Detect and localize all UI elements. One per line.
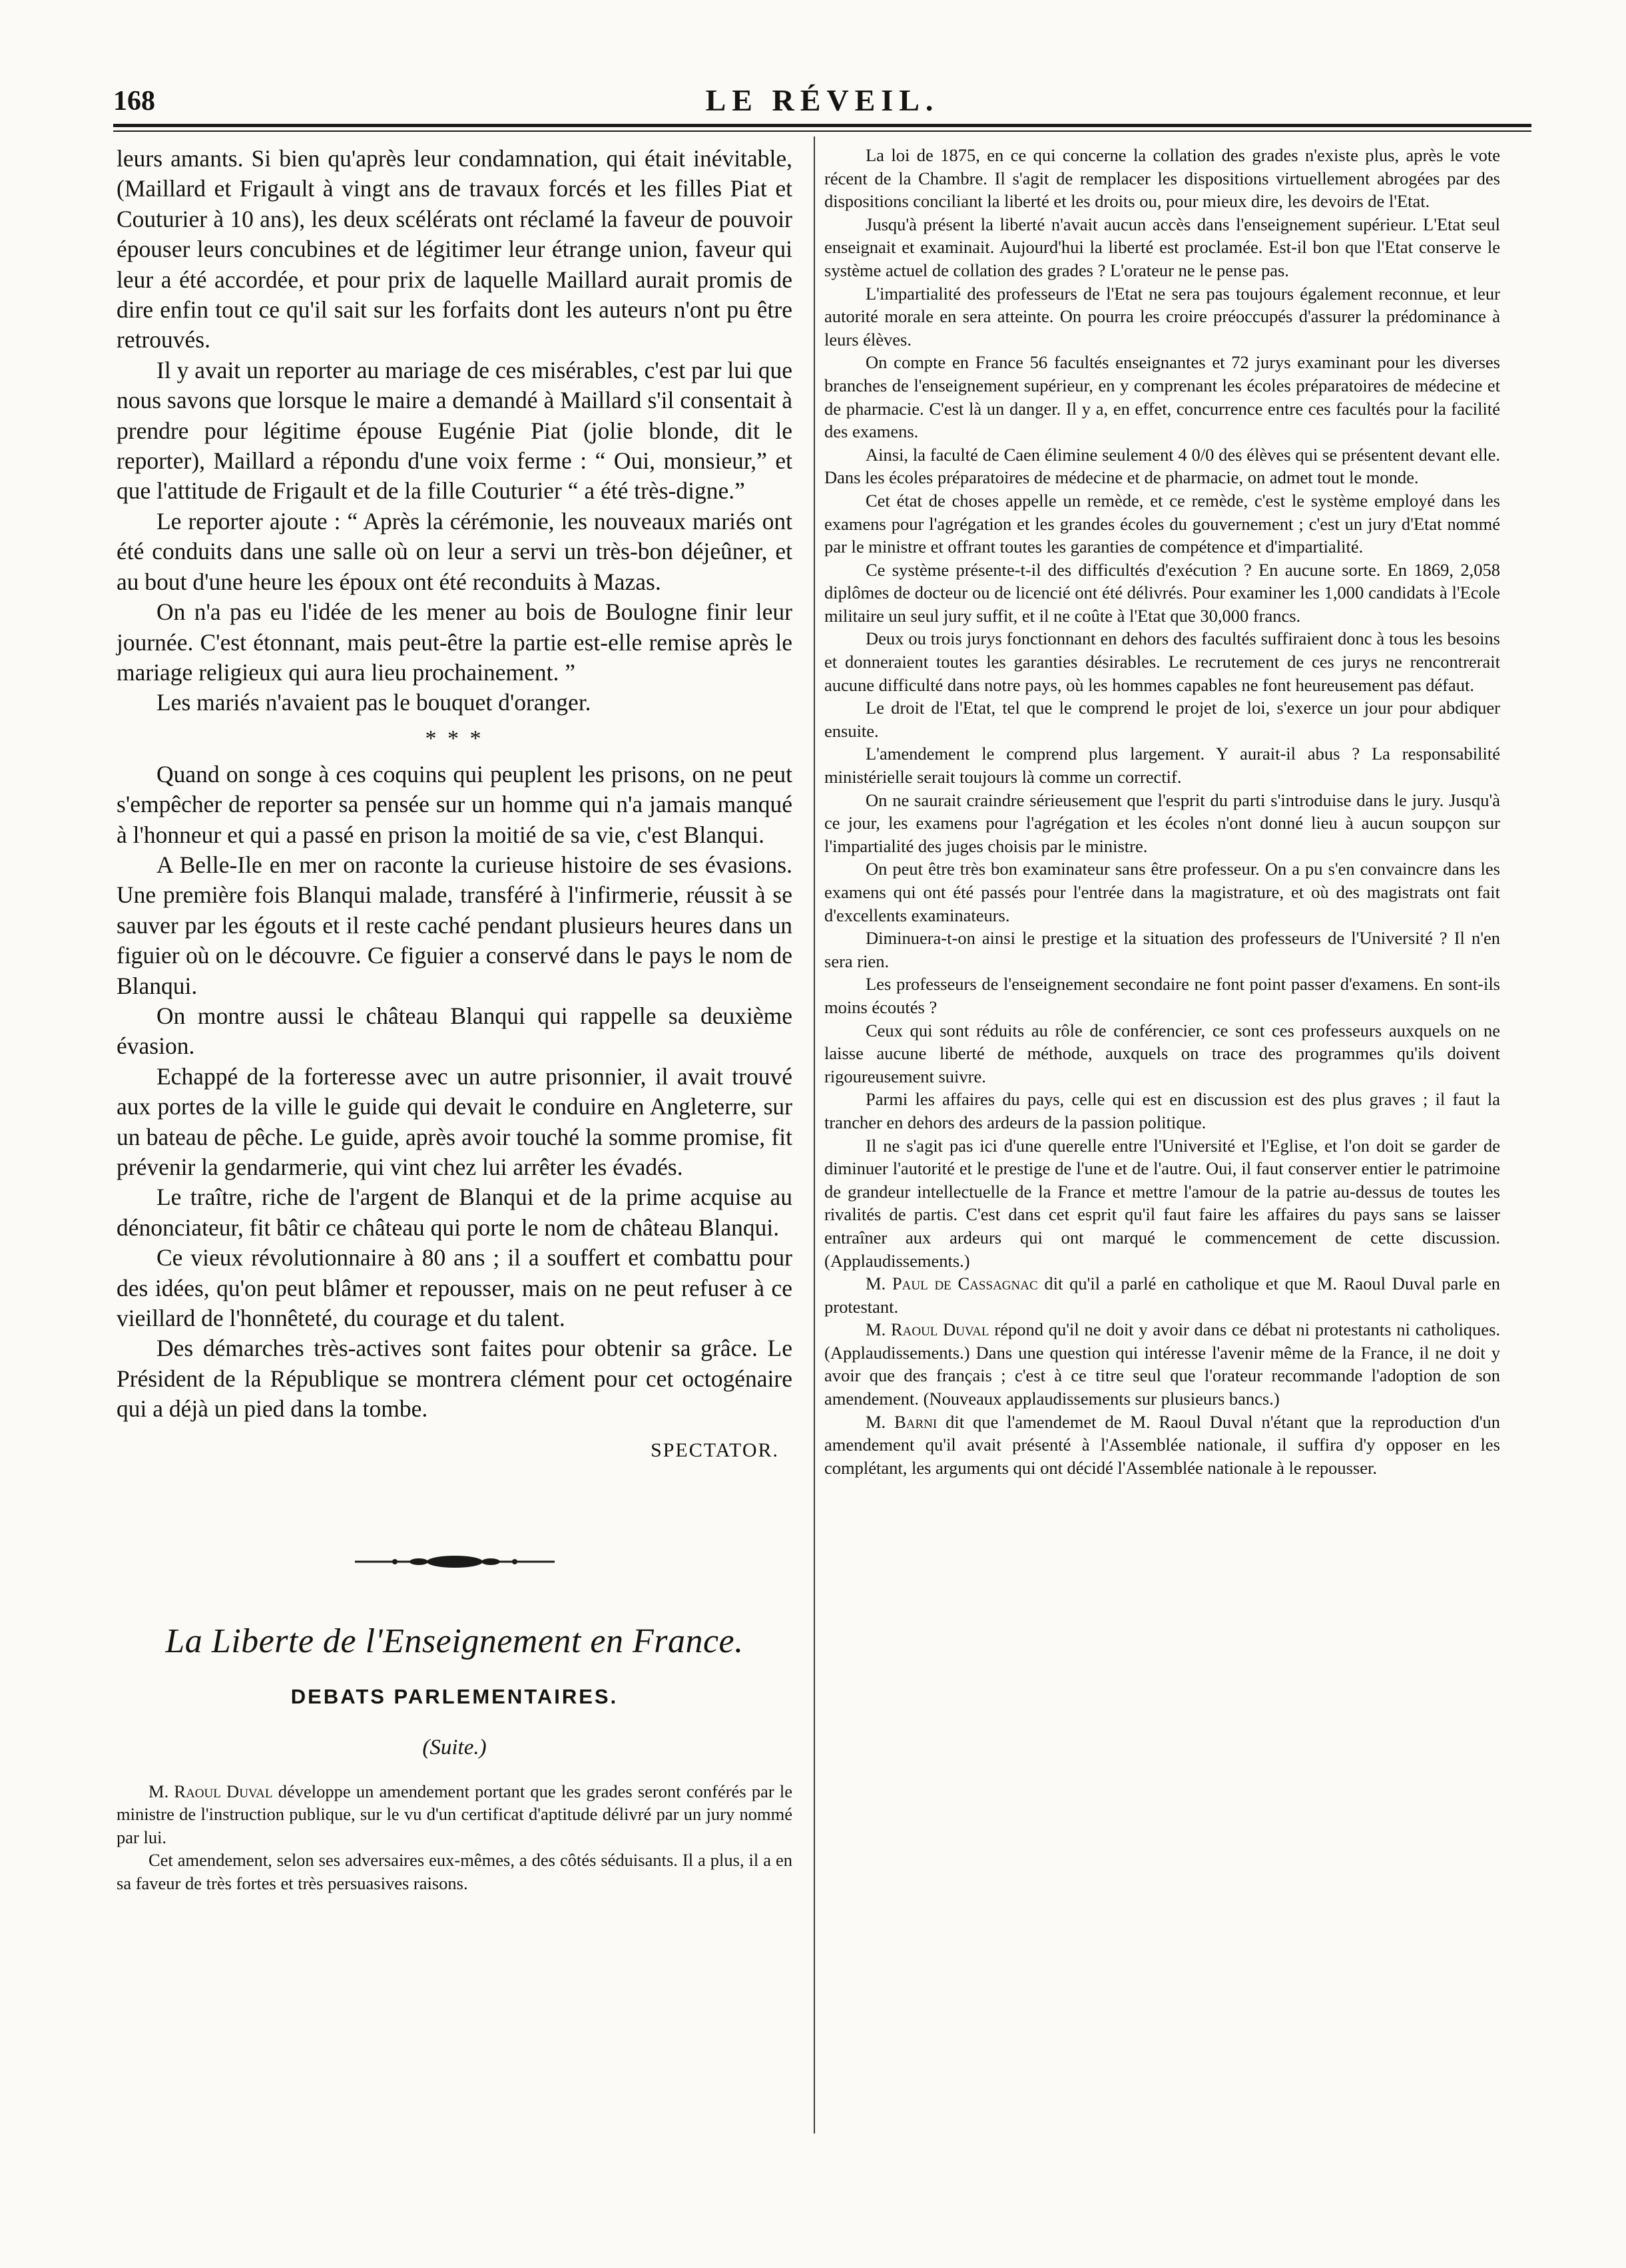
left-paragraph: Echappé de la forteresse avec un autre prisonnier, il avait trouvé aux portes de la ville le guide qui devait le conduire en Angleterre, sur un bateau de pêche. Le guide, après avoir touché la somme promise, fit prévenir la gendarmerie, qui vint chez lui arrêter les évadés. [117,1062,792,1180]
article-paragraph [117,1780,792,1849]
right-paragraph [824,1411,1500,1480]
speaker-name: M. Barni [866,1411,938,1432]
left-paragraph: On montre aussi le château Blanqui qui rappelle sa deuxième évasion. [117,1002,792,1060]
asterism-separator: * * * [425,726,484,751]
left-paragraph: A Belle-Ile en mer on raconte la curieuse histoire de ses évasions. Une première fois Blanqui malade, transféré à l'infirmerie, réussit à se sauver par les égouts et il reste caché pendant plusieurs heures dans un figuier où on le découvre. Ce figuier a conservé dans le pays le nom de Blanqui. [117,851,792,999]
right-paragraph: Deux ou trois jurys fonctionnant en dehors des facultés suffiraient donc à tous les besoins et donneraient toutes les garanties désirables. Le recrutement de ces jurys ne rencontrerait aucune difficulté dans notre pays, où les hommes capables ne font heureusement pas défaut. [824,628,1500,695]
left-paragraph: Ce vieux révolutionnaire à 80 ans ; il a souffert et combattu pour des idées, qu'on peut blâmer et repousser, mais on ne peut refuser à ce vieillard de l'honnêteté, du courage et du talent. [117,1244,792,1332]
left-paragraph: Des démarches très-actives sont faites pour obtenir sa grâce. Le Président de la République se montrera clément pour cet octogénaire qui a déjà un pied dans la tombe. [117,1335,792,1423]
left-paragraph: Quand on songe à ces coquins qui peuplent les prisons, on ne peut s'empêcher de reporter sa pensée sur un homme qui n'a jamais manqué à l'honneur et qui a passé en prison la moitié de sa vie, c'est Blanqui. [117,760,792,848]
right-paragraph: Jusqu'à présent la liberté n'avait aucun accès dans l'enseignement supérieur. L'Etat seul enseignait et examinait. Aujourd'hui la liberté est proclamée. Est-il bon que l'Etat conserve le système actuel de collation des grades ? L'orateur ne le pense pas. [824,214,1500,280]
right-paragraph: On compte en France 56 facultés enseignantes et 72 jurys examinant pour les diverses branches de l'enseignement supérieur, en y comprenant les écoles préparatoires de médecine et de pharmacie. C'est là un danger. Il y a, en effet, concurrence entre ces facultés pour la facilité des examens. [824,352,1500,442]
right-paragraph: L'impartialité des professeurs de l'Etat ne sera pas toujours également reconnue, et leur autorité morale en sera atteinte. On pourra les croire préoccupés d'assurer la prédominance à leurs élèves. [824,283,1500,349]
left-paragraph: Les mariés n'avaient pas le bouquet d'oranger. [156,689,591,716]
column-divider [814,136,815,2134]
right-paragraph: Ainsi, la faculté de Caen élimine seulement 4 0/0 des élèves qui se présentent devant elle. Dans les écoles préparatoires de médecine et de pharmacie, on admet tout le monde. [824,444,1500,488]
masthead-title: LE RÉVEIL. [705,83,940,117]
header-rule-thin [113,130,1531,132]
right-paragraph: Ceux qui sont réduits au rôle de conférencier, ce sont ces professeurs auxquels on ne laisse aucune liberté de méthode, auxquels on trace des programmes qu'ils doivent rigoureusement suivre. [824,1020,1500,1086]
right-paragraph: Cet état de choses appelle un remède, et ce remède, c'est le système employé dans les examens pour l'agrégation et les grandes écoles du gouvernement ; c'est un jury d'Etat nommé par le ministre et offrant toutes les garanties de compétence et d'impartialité. [824,490,1500,557]
right-paragraph [824,1318,1500,1410]
header-rule-thick [113,124,1531,127]
speaker-name: M. Raoul Duval [866,1319,989,1340]
speaker-text: dit que l'amendemet de M. Raoul Duval n'étant que la reproduction d'un amendement qu'il avait présenté à l'Assemblée nationale, il suffira d'y opposer en les complétant, les arguments qui ont décidé l'Assemblée nationale à le repousser. [824,1411,1501,1478]
article-title: La Liberte de l'Enseignement en France. [165,1622,744,1660]
left-column [117,144,792,1895]
right-column [824,144,1500,1479]
left-paragraph: leurs amants. Si bien qu'après leur condamnation, qui était inévitable, (Maillard et Frigault à vingt ans de travaux forcés et les filles Piat et Couturier à 10 ans), les deux scélérats ont réclamé la faveur de pouvoir épouser leurs concubines et de légitimer leur étrange union, faveur qui leur a été accordée, et pour prix de laquelle Maillard aurait promis de dire enfin tout ce qu'il sait sur les forfaits dont les auteurs n'ont pu être retrouvés. [117,145,792,353]
page-number: 168 [113,86,155,116]
speaker-text: répond qu'il ne doit y avoir dans ce débat ni protestants ni catholiques. (Applaudissements.) Dans une question qui intéresse l'avenir même de la France, il ne doit y avoir que des français ; c'est à ce titre seul que l'orateur recommande l'adoption de son amendement. (Nouveaux applaudissements sur plusieurs bancs.) [824,1319,1501,1409]
ornament-divider-icon [355,1554,555,1570]
right-paragraph: On ne saurait craindre sérieusement que l'esprit du parti s'introduise dans le jury. Jusqu'à ce jour, les examens pour l'agrégation et les écoles n'ont donné lieu à aucun soupçon sur l'impartialité des juges choisis par le ministre. [824,790,1500,856]
right-paragraph: Le droit de l'Etat, tel que le comprend le projet de loi, s'exerce un jour pour abdiquer ensuite. [824,698,1500,741]
right-paragraph: On peut être très bon examinateur sans être professeur. On a pu s'en convaincre dans les examens qui ont été passés pour l'entrée dans la magistrature, et où des magistrats ont fait d'excellents examinateurs. [824,859,1500,925]
speaker-name: M. Raoul Duval [148,1781,273,1801]
right-paragraph: Il ne s'agit pas ici d'une querelle entre l'Université et l'Eglise, et l'on doit se garder de diminuer l'autorité et le prestige de l'une et de l'autre. Oui, il faut conserver entier le patrimoine de grandeur intellectuelle de la France et mettre l'amour de la patrie au-dessus de toutes les rivalités de partis. C'est dans cet esprit qu'il faut faire les affaires du pays sans se laisser entraîner aux ardeurs qui ont marqué le commencement de cette discussion. (Applaudissements.) [824,1135,1500,1271]
right-paragraph: Ce système présente-t-il des difficultés d'exécution ? En aucune sorte. En 1869, 2,058 diplômes de docteur ou de licencié ont été délivrés. Pour examiner les 1,000 candidats à l'Ecole militaire un seul jury suffit, et il ne coûte à l'Etat que 30,000 francs. [824,559,1500,626]
article-subtitle: DEBATS PARLEMENTAIRES. [290,1684,619,1708]
speaker-text: dit qu'il a parlé en catholique et que M. Raoul Duval parle en protestant. [824,1273,1500,1317]
right-paragraph: La loi de 1875, en ce qui concerne la collation des grades n'existe plus, après le vote récent de la Chambre. Il s'agit de remplacer les dispositions virtuellement abrogées par des dispositions conciliant la liberté et les droits ou, pour mieux dire, les devoirs de l'Etat. [824,145,1500,212]
right-paragraph: L'amendement le comprend plus largement. Y aurait-il abus ? La responsabilité ministérielle serait toujours là comme un correctif. [824,744,1500,788]
right-paragraph [824,1272,1500,1318]
left-paragraph: Le traître, riche de l'argent de Blanqui et de la prime acquise au dénonciateur, fit bâtir ce château qui porte le nom de château Blanqui. [117,1184,792,1241]
left-paragraph: On n'a pas eu l'idée de les mener au bois de Boulogne finir leur journée. C'est étonnant, mais peut-être la partie est-elle remise après le mariage religieux qui aura lieu prochainement. ” [117,598,792,686]
author-signature: SPECTATOR. [651,1439,779,1461]
speaker-name: M. Paul de Cassagnac [866,1273,1038,1294]
right-paragraph: Diminuera-t-on ainsi le prestige et la situation des professeurs de l'Université ? Il n'en sera rien. [824,928,1500,971]
left-paragraph: Le reporter ajoute : “ Après la cérémonie, les nouveaux mariés ont été conduits dans une salle où on leur a servi un très-bon déjeûner, et au bout d'une heure les époux ont été reconduits à Mazas. [117,507,792,595]
left-paragraph: Il y avait un reporter au mariage de ces misérables, c'est par lui que nous savons que lorsque le maire a demandé à Maillard s'il consentait à prendre pour légitime épouse Eugénie Piat (jolie blonde, dit le reporter), Maillard a répondu d'une voix ferme : “ Oui, monsieur,” et que l'attitude de Frigault et de la fille Couturier “ a été très-digne.” [117,356,792,505]
right-paragraph: Parmi les affaires du pays, celle qui est en discussion est des plus graves ; il faut la trancher en dehors des ardeurs de la passion politique. [824,1089,1500,1132]
speaker-text: développe un amendement portant que les grades seront conférés par le ministre de l'instruction publique, sur le vu d'un certificat d'aptitude délivré par un jury nommé par lui. [117,1781,792,1847]
article-paragraph: Cet amendement, selon ses adversaires eux-mêmes, a des côtés séduisants. Il a plus, il a en sa faveur de très fortes et très persuasives raisons. [117,1850,792,1894]
article-continuation-note: (Suite.) [422,1735,487,1759]
right-paragraph: Les professeurs de l'enseignement secondaire ne font point passer d'examens. En sont-ils moins écoutés ? [824,974,1500,1017]
